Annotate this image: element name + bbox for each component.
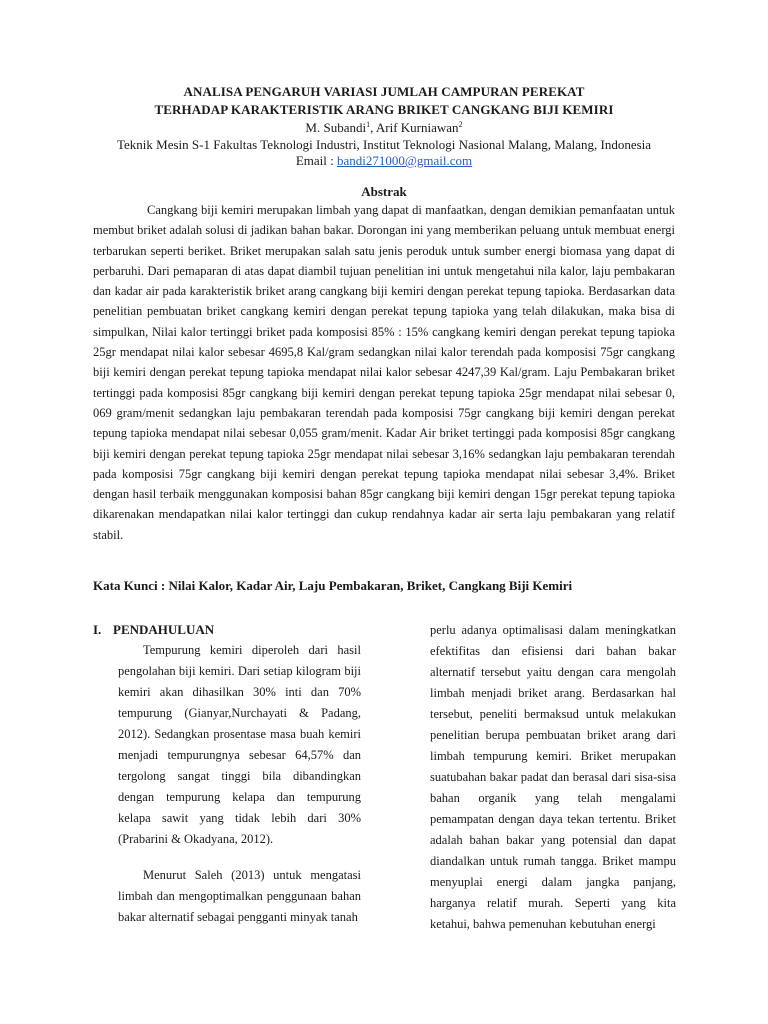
abstract-body: Cangkang biji kemiri merupakan limbah yang dapat di manfaatkan, dengan demikian pemanfaatan untuk membut briket adalah solusi di jadikan bahan bakar. Dorongan ini yang memberikan peluang untuk membuat energi terbarukan seperti beriket. Briket merupakan salah satu jenis peroduk untuk sumber energi biomasa yang dapat di perbaruhi. Dari pemaparan di atas dapat diambil tujuan penelitian ini untuk mengetahui nila kalor, laju pembakaran dan kadar air pada karakteristik briket arang cangkang biji kemiri dengan perekat tepung tapioka. Berdasarkan data penelitian pembuatan briket cangkang kemiri dengan perekat tepung tapioka yang telah dilakukan, maka bisa di simpulkan, Nilai kalor tertinggi briket pada komposisi 85% : 15% cangkang kemiri dengan perekat tepung tapioka 25gr mendapat nilai kalor sebesar 4695,8 Kal/gram sedangkan nilai kalor terendah pada komposisi 75gr cangkang biji kemiri dengan perekat tepung tapioka mendapat nilai kalor sebesar 4247,39 Kal/gram. Laju Pembakaran briket tertinggi pada komposisi 85gr cangkang biji kemiri dengan perekat tepung tapioka 25gr mendapat nilai sebesar 0, 069 gram/menit sedangkan laju pembakaran terendah pada komposisi 75gr cangkang biji kemiri dengan perekat tepung tapioka mendapat nilai sebesar 0,055 gram/menit. Kadar Air briket tertinggi pada komposisi 85gr cangkang biji kemiri dengan perekat tepung tapioka 25gr mendapat nilai sebesar 3,16% sedangkan laju pembakaran terendah pada komposisi 75gr cangkang biji kemiri dengan perekat tepung tapioka mendapat nilai sebesar 3,4%. Briket dengan hasil terbaik menggunakan komposisi bahan 85gr cangkang biji kemiri dengan 15gr perekat tepung tapioka dikarenakan mendapatkan nilai kalor tertinggi dan cukup rendahnya kadar air serta laju pembakaran yang relatif stabil. [93, 203, 675, 542]
author-2-affil-mark: 2 [458, 120, 463, 129]
author-separator: , [370, 120, 376, 135]
email-link[interactable]: bandi271000@gmail.com [337, 153, 473, 168]
intro-paragraph-continued: perlu adanya optimalisasi dalam meningkatkan efektifitas dan efisiensi dari bahan bakar alternatif tersebut yaitu dengan cara mengolah limbah menjadi briket arang. Berdasarkan hal tersebut, peneliti bermaksud untuk melakukan penelitian berupa pembuatan briket arang dari limbah tempurung kemiri. Briket merupakan suatubahan bakar padat dan berasal dari sisa-sisa bahan organik yang telah mengalami pemampatan dengan daya tekan tertentu. Briket adalah bahan bakar yang potensial dan dapat diandalkan untuk rumah tangga. Briket mampu menyuplai energi dalam jangka panjang, harganya relatif murah. Seperti yang kita ketahui, bahwa pemenuhan kebutuhan energi [430, 623, 676, 931]
section-heading [93, 620, 361, 640]
keywords: Kata Kunci : Nilai Kalor, Kadar Air, Laju Pembakaran, Briket, Cangkang Biji Kemiri [93, 578, 573, 593]
abstract-heading: Abstrak [361, 184, 407, 199]
author-line [0, 120, 768, 136]
affiliation: Teknik Mesin S-1 Fakultas Teknologi Industri, Institut Teknologi Nasional Malang, Malang, Indonesia [116, 137, 652, 152]
paper-title-line-2: TERHADAP KARAKTERISTIK ARANG BRIKET CANGKANG BIJI KEMIRI [154, 102, 614, 117]
intro-paragraph-2: Menurut Saleh (2013) untuk mengatasi limbah dan mengoptimalkan penggunaan bahan bakar alternatif sebagai pengganti minyak tanah [118, 868, 361, 924]
author-1-affil-mark: 1 [366, 120, 371, 129]
paper-title-line-1: ANALISA PENGARUH VARIASI JUMLAH CAMPURAN PEREKAT [183, 84, 585, 99]
email-line [0, 153, 768, 169]
section-number: I. [93, 622, 102, 637]
left-column [93, 620, 361, 928]
intro-paragraph-1: Tempurung kemiri diperoleh dari hasil pengolahan biji kemiri. Dari setiap kilogram biji kemiri akan dihasilkan 30% inti dan 70% tempurung (Gianyar,Nurchayati & Padang, 2012). Sedangkan prosentase masa buah kemiri menjadi tempurungnya sebesar 64,57% dan tergolong sangat tinggi bila dibandingkan dengan tempurung kelapa dan tempurung kelapa sawit yang tidak lebih dari 30% (Prabarini & Okadyana, 2012). [118, 643, 361, 846]
author-2: Arif Kurniawan [375, 120, 459, 135]
author-1: M. Subandi [305, 120, 367, 135]
section-title: PENDAHULUAN [113, 622, 215, 637]
email-label: Email : [295, 153, 338, 168]
right-column [430, 620, 676, 935]
